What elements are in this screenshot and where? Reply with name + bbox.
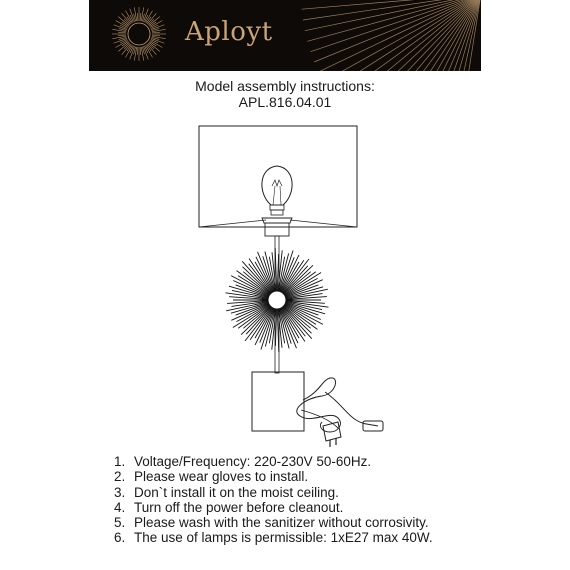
list-item: 5. Please wash with the sanitizer without corrosivity. — [114, 515, 429, 531]
title-line: Model assembly instructions: — [195, 78, 375, 94]
list-item: 3. Don`t install it on the moist ceiling. — [114, 484, 339, 500]
model-number: APL.816.04.01 — [238, 94, 332, 110]
list-item: 1. Voltage/Frequency: 220-230V 50-60Hz. — [114, 454, 372, 469]
instructions-list — [114, 454, 433, 546]
brand-logo: Aployt — [185, 17, 273, 47]
list-item: 2. Please wear gloves to install. — [114, 469, 309, 485]
list-item: 4. Turn off the power before cleanout. — [114, 499, 344, 515]
list-item: 6. The use of lamps is permissible: 1xE27 max 40W. — [114, 530, 433, 546]
